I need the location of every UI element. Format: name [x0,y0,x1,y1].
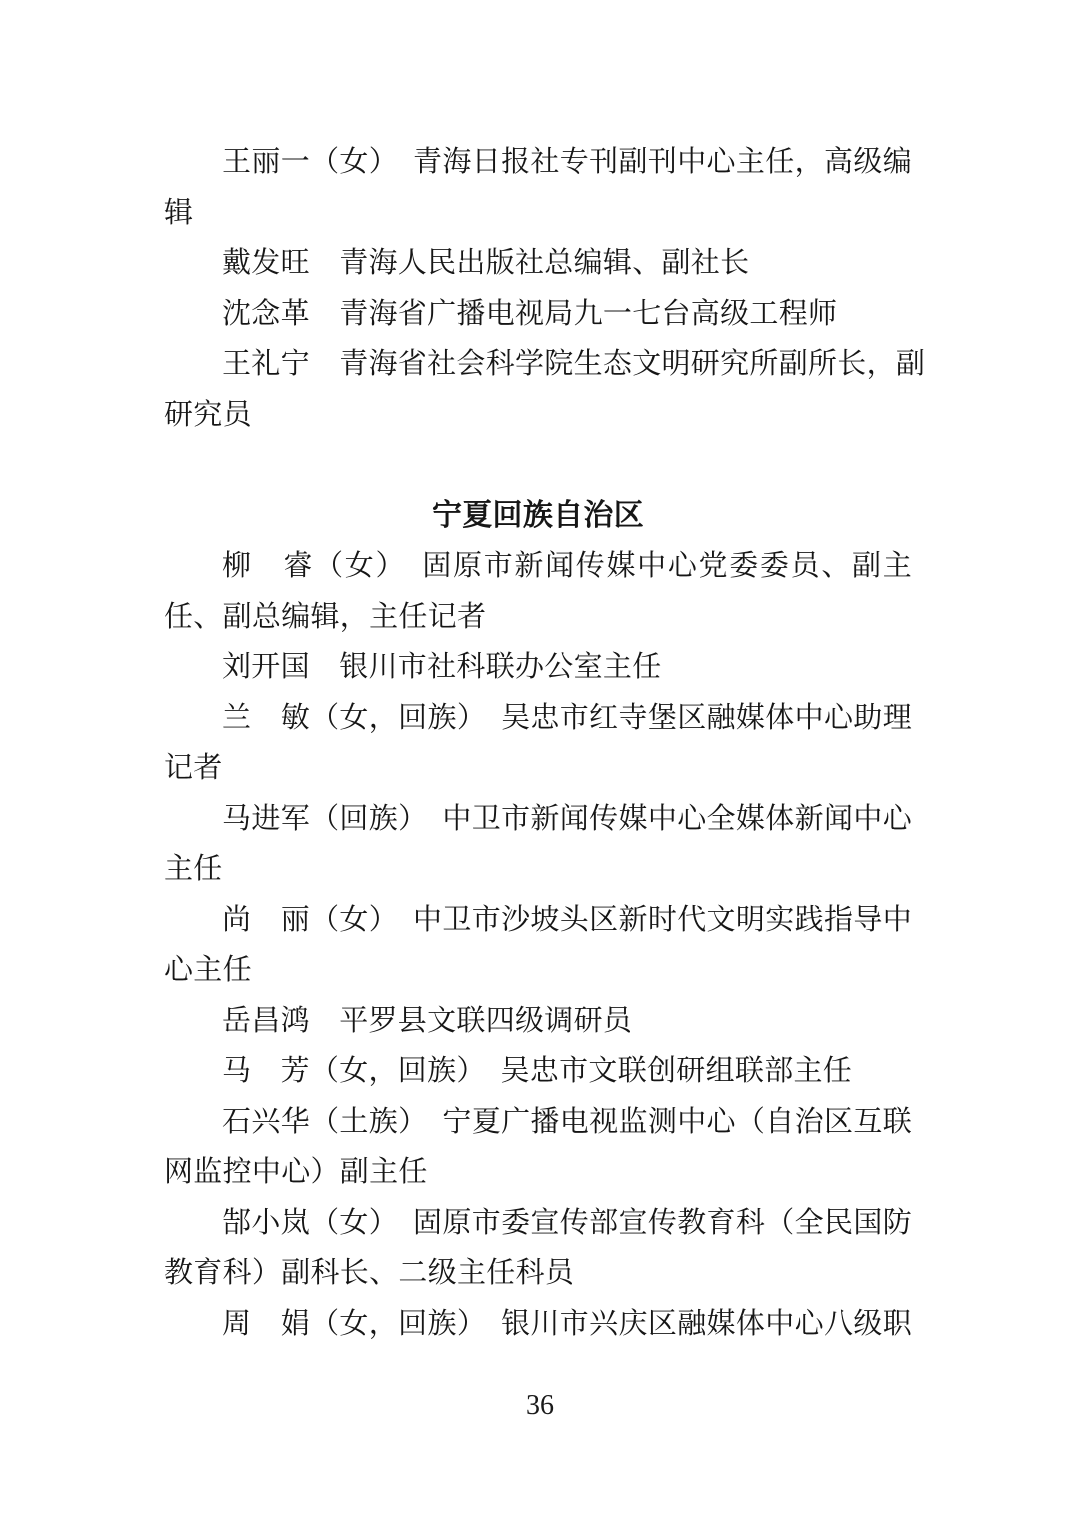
section-ningxia [164,491,912,1350]
page-number: 36 [526,1390,554,1421]
entry-line: 马 芳（女，回族） 吴忠市文联创研组联部主任 [222,1055,853,1087]
entry-line: 岳昌鸿 平罗县文联四级调研员 [222,1004,633,1037]
entry [164,541,912,642]
entry-line: 马进军（回族） 中卫市新闻传媒中心全媒体新闻中心 [222,802,912,835]
entry-line: 沈念革 青海省广播电视局九一七台高级工程师 [222,297,838,330]
entry-line: 网监控中心）副主任 [164,1156,428,1188]
entry [164,339,926,440]
entry [164,642,912,693]
entry-line: 教育科）副科长、二级主任科员 [164,1257,575,1289]
entry [164,996,912,1047]
entry-line: 记者 [164,752,223,784]
entry [164,895,912,996]
entry-line: 主任 [164,853,223,885]
entry-line: 心主任 [164,954,252,986]
entry-line: 刘开国 银川市社科联办公室主任 [222,651,662,683]
entry-line: 戴发旺 青海人民出版社总编辑、副社长 [222,247,750,279]
entry-line: 任、副总编辑，主任记者 [164,600,487,633]
entry [164,693,912,794]
entry-line: 王礼宁 青海省社会科学院生态文明研究所副所长，副 [222,348,926,380]
section-qinghai-continued [164,137,926,440]
entry [164,137,912,238]
entry-line: 柳 睿（女） 固原市新闻传媒中心党委委员、副主 [222,550,912,582]
entry [164,289,912,340]
entry-line: 周 娟（女，回族） 银川市兴庆区融媒体中心八级职 [222,1307,912,1340]
document-body [164,137,926,1349]
entry-line: 研究员 [164,398,252,431]
entry [164,238,912,289]
entry-line: 郜小岚（女） 固原市委宣传部宣传教育科（全民国防 [222,1206,912,1239]
section-heading: 宁夏回族自治区 [431,498,645,532]
entry [164,794,912,895]
entry-line: 石兴华（土族） 宁夏广播电视监测中心（自治区互联 [222,1105,912,1138]
entry-line: 王丽一（女） 青海日报社专刊副刊中心主任，高级编 [222,146,912,178]
entry-line: 兰 敏（女，回族） 吴忠市红寺堡区融媒体中心助理 [222,701,912,734]
entry [164,1046,912,1097]
entry-line: 尚 丽（女） 中卫市沙坡头区新时代文明实践指导中 [222,903,912,936]
entry [164,1097,912,1198]
entry [164,1198,912,1299]
entry-line: 辑 [164,196,194,229]
entry [164,1299,912,1350]
